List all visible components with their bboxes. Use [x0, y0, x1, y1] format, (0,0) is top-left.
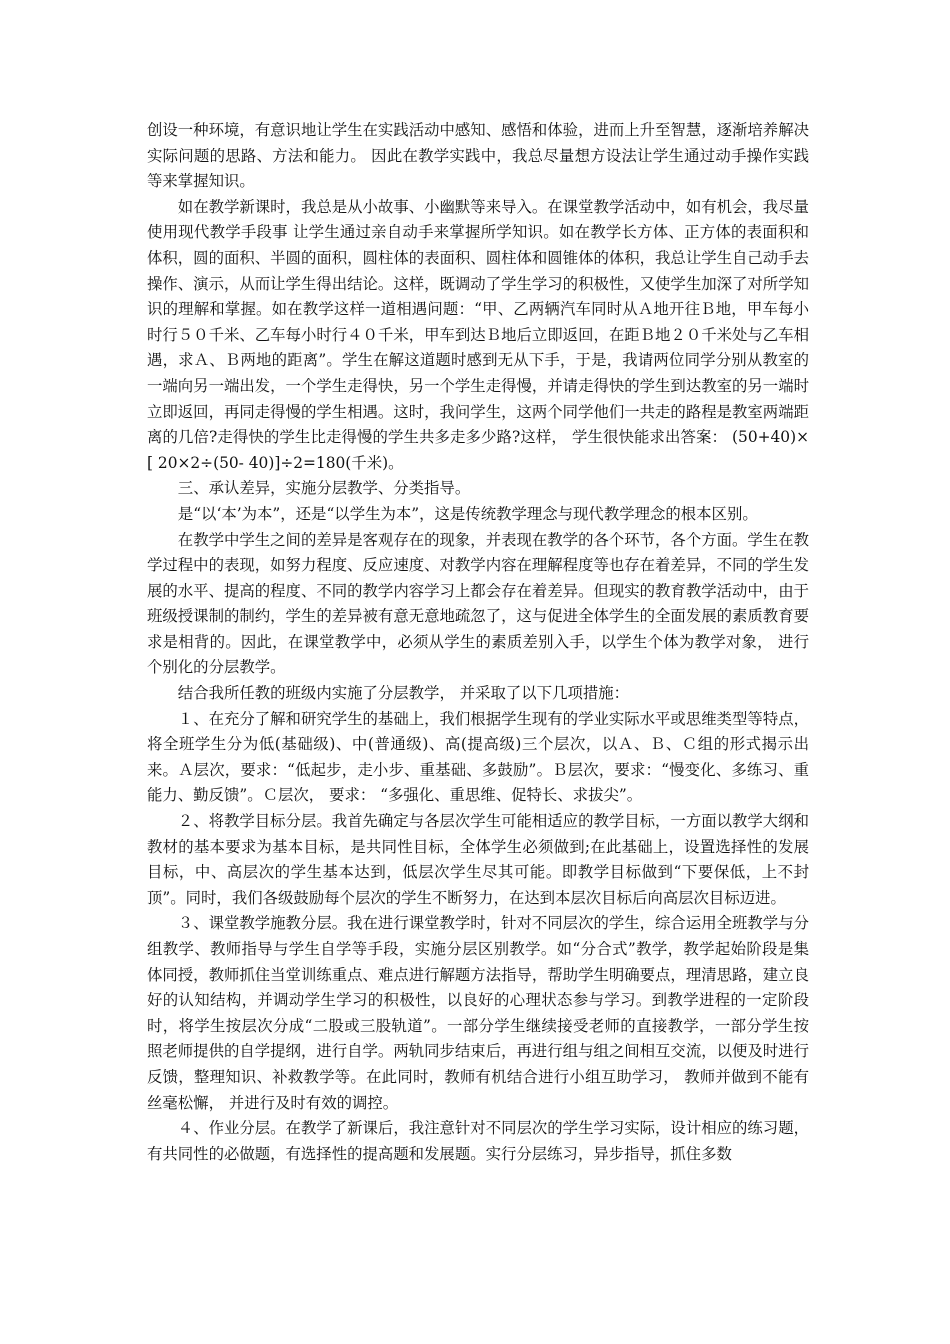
list-item: ３、课堂教学施教分层。我在进行课堂教学时，针对不同层次的学生，综合运用全班教学与分组教学、教师指导与学生自学等手段，实施分层区别教学。如“分合式”教学，教学起始阶段是集体同授，教师抓住当堂训练重点、难点进行解题方法指导，帮助学生明确要点，理清思路，建立良好的认知结构，并调动学生学习的积极性，以良好的心理状态参与学习。到教学进程的一定阶段时，将学生按层次分成“二股或三股轨道”。一部分学生继续接受老师的直接教学，一部分学生按照老师提供的自学提纲，进行自学。两轨同步结束后，再进行组与组之间相互交流，以便及时进行反馈，整理知识、补救教学等。在此同时，教师有机结合进行小组互助学习， 教师并做到不能有丝毫松懈， 并进行及时有效的调控。: [147, 914, 809, 1112]
paragraph: 结合我所任教的班级内实施了分层教学， 并采取了以下几项措施：: [177, 684, 630, 703]
list-item: ２、将教学目标分层。我首先确定与各层次学生可能相适应的教学目标，一方面以教学大纲和教材的基本要求为基本目标，是共同性目标，全体学生必须做到;在此基础上，设置选择性的发展目标，中、高层次的学生基本达到，低层次学生尽其可能。即教学目标做到“下要保低，上不封顶”。同时，我们各级鼓励每个层次的学生不断努力，在达到本层次目标后向高层次目标迈进。: [147, 812, 809, 907]
paragraph: 是“以‘本’为本”，还是“以学生为本”，这是传统教学理念与现代教学理念的根本区别。: [177, 504, 758, 523]
list-item: １、在充分了解和研究学生的基础上，我们根据学生现有的学业实际水平或思维类型等特点，将全班学生分为低(基础级)、中(普通级)、高(提高级)三个层次，以Ａ、Ｂ、Ｃ组的形式揭示出来。Ａ层次，要求：“低起步，走小步、重基础、多鼓励”。Ｂ层次，要求：“慢变化、多练习、重能力、勤反馈”。Ｃ层次， 要求： “多强化、重思维、促特长、求拔尖”。: [147, 709, 809, 805]
list-item: ４、作业分层。在教学了新课后，我注意针对不同层次的学生学习实际，设计相应的练习题，有共同性的必做题，有选择性的提高题和发展题。实行分层练习，异步指导，抓住多数: [147, 1119, 809, 1163]
paragraph: 如在教学新课时，我总是从小故事、小幽默等来导入。在课堂教学活动中，如有机会，我尽量使用现代教学手段事 让学生通过亲自动手来掌握所学知识。如在教学长方体、正方体的表面积和体积，圆的面积、半圆的面积，圆柱体的表面积、圆柱体和圆锥体的体积，我总让学生自己动手去操作、演示，从而让学生得出结论。这样，既调动了学生学习的积极性，又使学生加深了对所学知识的理解和掌握。如在教学这样一道相遇问题：“甲、乙两辆汽车同时从Ａ地开往Ｂ地，甲车每小时行５０千米、乙车每小时行４０千米，甲车到达Ｂ地后立即返回，在距Ｂ地２０千米处与乙车相遇，求Ａ、Ｂ两地的距离”。学生在解这道题时感到无从下手，于是，我请两位同学分别从教室的一端向另一端出发，一个学生走得快，另一个学生走得慢，并请走得快的学生到达教室的另一端时立即返回，再同走得慢的学生相遇。这时，我问学生，这两个同学他们一共走的路程是教室两端距离的几倍?走得快的学生比走得慢的学生共多走多少路?这样， 学生很快能求出答案： (50+40)×[ 20×2÷(50- 40)]÷2=180(千米)。: [147, 197, 809, 472]
paragraph: 创设一种环境，有意识地让学生在实践活动中感知、感悟和体验，进而上升至智慧，逐渐培养解决实际问题的思路、方法和能力。 因此在教学实践中，我总尽量想方设法让学生通过动手操作实践等来掌握知识。: [147, 121, 809, 191]
section-heading: 三、承认差异，实施分层教学、分类指导。: [177, 479, 471, 498]
document-body: [147, 118, 809, 1167]
paragraph: 在教学中学生之间的差异是客观存在的现象，并表现在教学的各个环节，各个方面。学生在教学过程中的表现，如努力程度、反应速度、对教学内容在理解程度等也存在着差异，不同的学生发展的水平、提高的程度、不同的教学内容学习上都会存在着差异。但现实的教育教学活动中，由于班级授课制的制约，学生的差异被有意无意地疏忽了，这与促进全体学生的全面发展的素质教育要求是相背的。因此，在课堂教学中，必须从学生的素质差别入手，以学生个体为教学对象， 进行个别化的分层教学。: [147, 530, 809, 677]
